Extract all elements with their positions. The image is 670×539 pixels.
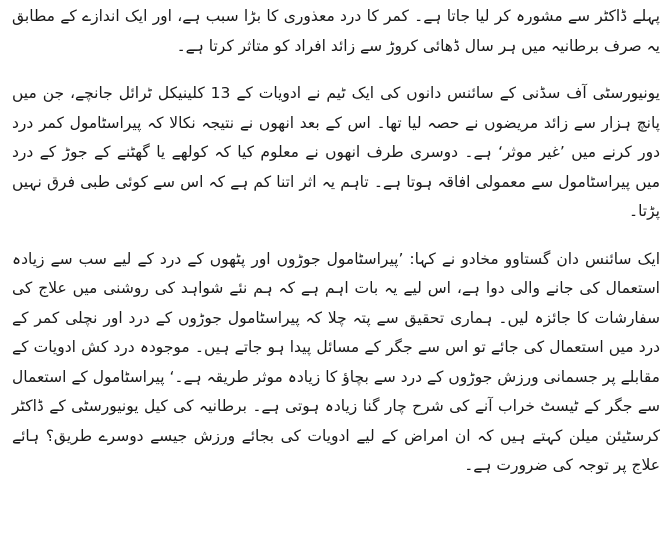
paragraph-intro: پہلے ڈاکٹر سے مشورہ کر لیا جاتا ہے۔ کمر کا درد معذوری کا بڑا سبب ہے، اور ایک اندازے کے مطابق یہ صرف برطانیہ میں ہر سال ڈھائی کروڑ سے زائد افراد کو متاثر کرتا ہے۔ [12,7,660,55]
paragraph-sydney-study: یونیورسٹی آف سڈنی کے سائنس دانوں کی ایک ٹیم نے ادویات کے 13 کلینیکل ٹرائل جانچے، جن میں پانچ ہزار سے زائد مریضوں نے حصہ لیا تھا۔ اس کے بعد انھوں نے نتیجہ نکالا کہ پیراسٹامول کمر درد دور کرنے میں ’غیر موثر‘ ہے۔ دوسری طرف انھوں نے معلوم کیا کہ کولھے یا گھٹنے کے جوڑ کے درد میں پیراسٹامول سے معمولی افاقہ ہوتا ہے۔ تاہم یہ اثر اتنا کم ہے کہ اس سے کوئی طبی فرق نہیں پڑتا۔ [12,84,660,220]
paragraph-scientist-quote: ایک سائنس دان گستاوو مخادو نے کہا: ’پیراسٹامول جوڑوں اور پٹھوں کے درد کے لیے سب سے زیادہ استعمال کی جانے والی دوا ہے، اس لیے یہ بات اہم ہے کہ ہم نئے شواہد کی روشنی میں علاج کی سفارشات کا جائزہ لیں۔ ہماری تحقیق سے پتہ چلا کہ پیراسٹامول جوڑوں کے درد اور نچلی کمر کے درد میں استعمال کی جائے تو اس سے جگر کے مسائل پیدا ہو جاتے ہیں۔ موجودہ درد کش ادویات کے مقابلے پر جسمانی ورزش جوڑوں کے درد سے بچاؤ کا زیادہ موثر طریقہ ہے۔‘ پیراسٹامول کے استعمال سے جگر کے ٹیسٹ خراب آنے کی شرح چار گنا زیادہ ہوتی ہے۔ برطانیہ کی کیل یونیورسٹی کے ڈاکٹر کرسٹیئن میلن کہتے ہیں کہ ان امراض کے لیے ادویات کی بجائے ورزش جیسے دوسرے طریق؟ ہائے علاج پر توجہ کی ضرورت ہے۔ [12,249,660,474]
